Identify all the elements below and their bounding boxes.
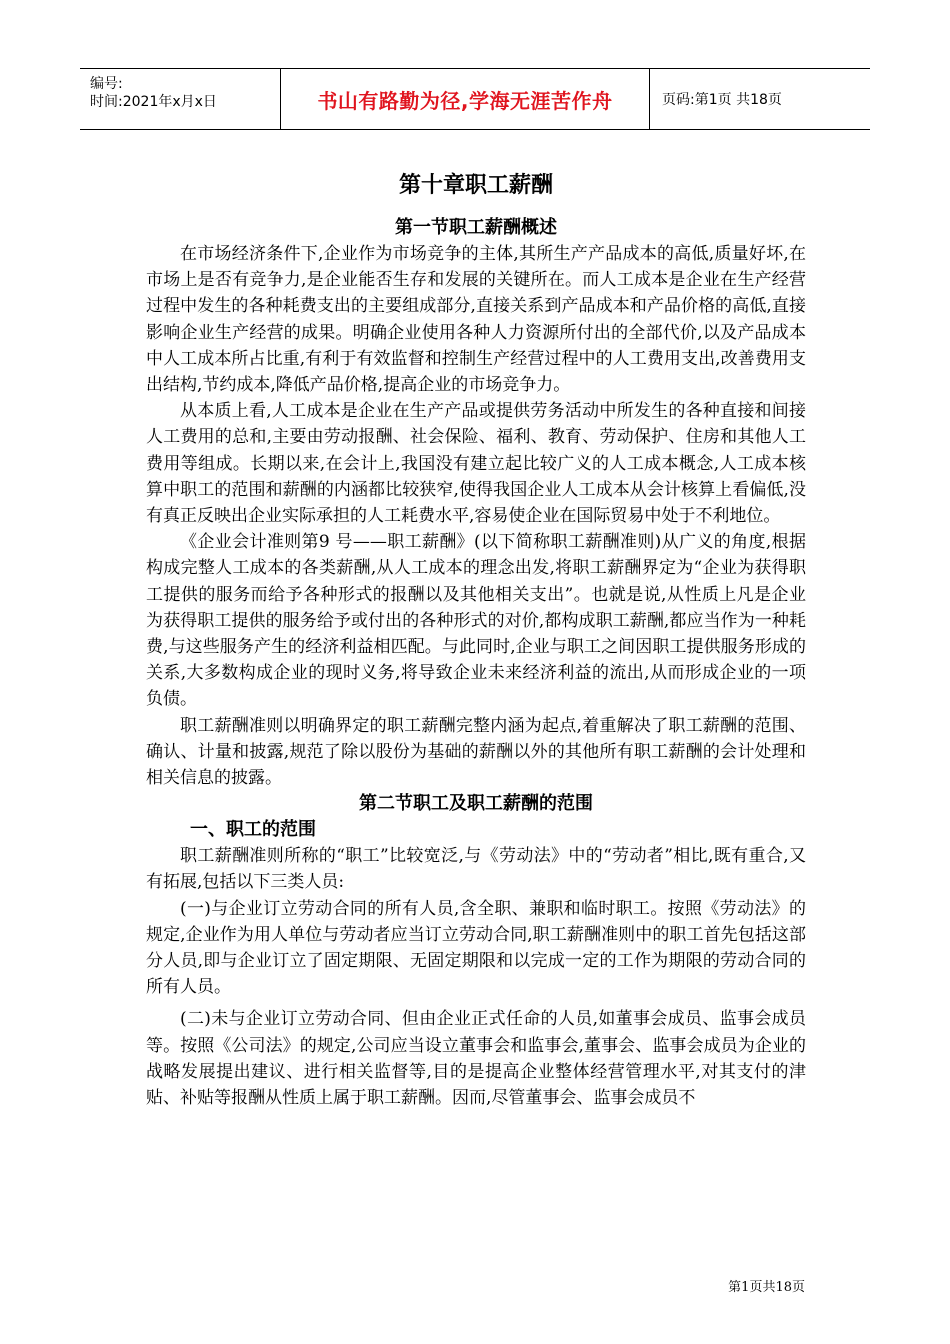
paragraph: 在市场经济条件下,企业作为市场竞争的主体,其所生产产品成本的高低,质量好坏,在市场上是否有竞争力,是企业能否生存和发展的关键所在。而人工成本是企业在生产经营过程中发生的各种耗费支出的主要组成部分,直接关系到产品成本和产品价格的高低,直接影响企业生产经营的成果。明确企业使用各种人力资源所付出的全部代价,以及产品成本中人工成本所占比重,有利于有效监督和控制生产经营过程中的人工费用支出,改善费用支出结构,节约成本,降低产品价格,提高企业的市场竞争力。 — [146, 244, 806, 396]
header-motto: 书山有路勤为径,学海无涯苦作舟 — [317, 88, 613, 113]
paragraph: (二)未与企业订立劳动合同、但由企业正式任命的人员,如董事会成员、监事会成员等。按照《公司法》的规定,公司应当设立董事会和监事会,董事会、监事会成员为企业的战略发展提出建议、进行相关监督等,目的是提高企业整体经营管理水平,对其支付的津贴、补贴等报酬从性质上属于职工薪酬。因而,尽管董事会、监事会成员不 — [146, 1009, 806, 1109]
header-meta — [80, 69, 280, 129]
header-page-number: 页码:第1页 共18页 — [662, 92, 782, 108]
paragraph: (一)与企业订立劳动合同的所有人员,含全职、兼职和临时职工。按照《劳动法》的规定,企业作为用人单位与劳动者应当订立劳动合同,职工薪酬准则中的职工首先包括这部分人员,即与企业订立了固定期限、无固定期限和以完成一定的工作为期限的劳动合同的所有人员。 — [146, 898, 806, 998]
subsection-title-1: 一、职工的范围 — [190, 819, 316, 841]
paragraph: 职工薪酬准则以明确界定的职工薪酬完整内涵为起点,着重解决了职工薪酬的范围、确认、计量和披露,规范了除以股份为基础的薪酬以外的其他所有职工薪酬的会计处理和相关信息的披露。 — [146, 715, 806, 789]
paragraph: 从本质上看,人工成本是企业在生产产品或提供劳务活动中所发生的各种直接和间接人工费用的总和,主要由劳动报酬、社会保险、福利、教育、劳动保护、住房和其他人工费用等组成。长期以来,在会计上,我国没有建立起比较广义的人工成本概念,人工成本核算中职工的范围和薪酬的内涵都比较狭窄,使得我国企业人工成本从会计核算上看偏低,没有真正反映出企业实际承担的人工耗费水平,容易使企业在国际贸易中处于不利地位。 — [146, 401, 806, 527]
document-date-label: 时间:2021年x月x日 — [90, 94, 217, 110]
header-motto-cell — [280, 69, 650, 129]
section-title-1: 第一节职工薪酬概述 — [395, 217, 557, 238]
header-page-cell — [650, 69, 870, 129]
paragraph: 《企业会计准则第9 号——职工薪酬》(以下简称职工薪酬准则)从广义的角度,根据构成完整人工成本的各类薪酬,从人工成本的理念出发,将职工薪酬界定为“企业为获得职工提供的服务而给予各种形式的报酬以及其他相关支出”。也就是说,从性质上凡是企业为获得职工提供的服务给予或付出的各种形式的对价,都构成职工薪酬,都应当作为一种耗费,与这些服务产生的经济利益相匹配。与此同时,企业与职工之间因职工提供服务形成的关系,大多数构成企业的现时义务,将导致企业未来经济利益的流出,从而形成企业的一项负债。 — [146, 532, 806, 710]
paragraph: 职工薪酬准则所称的“职工”比较宽泛,与《劳动法》中的“劳动者”相比,既有重合,又有拓展,包括以下三类人员: — [146, 846, 806, 893]
document-body — [146, 160, 806, 1111]
document-number-label: 编号: — [90, 76, 123, 92]
chapter-title: 第十章职工薪酬 — [398, 173, 553, 198]
page-header — [80, 68, 870, 130]
section-title-2: 第二节职工及职工薪酬的范围 — [359, 793, 593, 815]
page-footer: 第1页共18页 — [728, 1280, 805, 1295]
